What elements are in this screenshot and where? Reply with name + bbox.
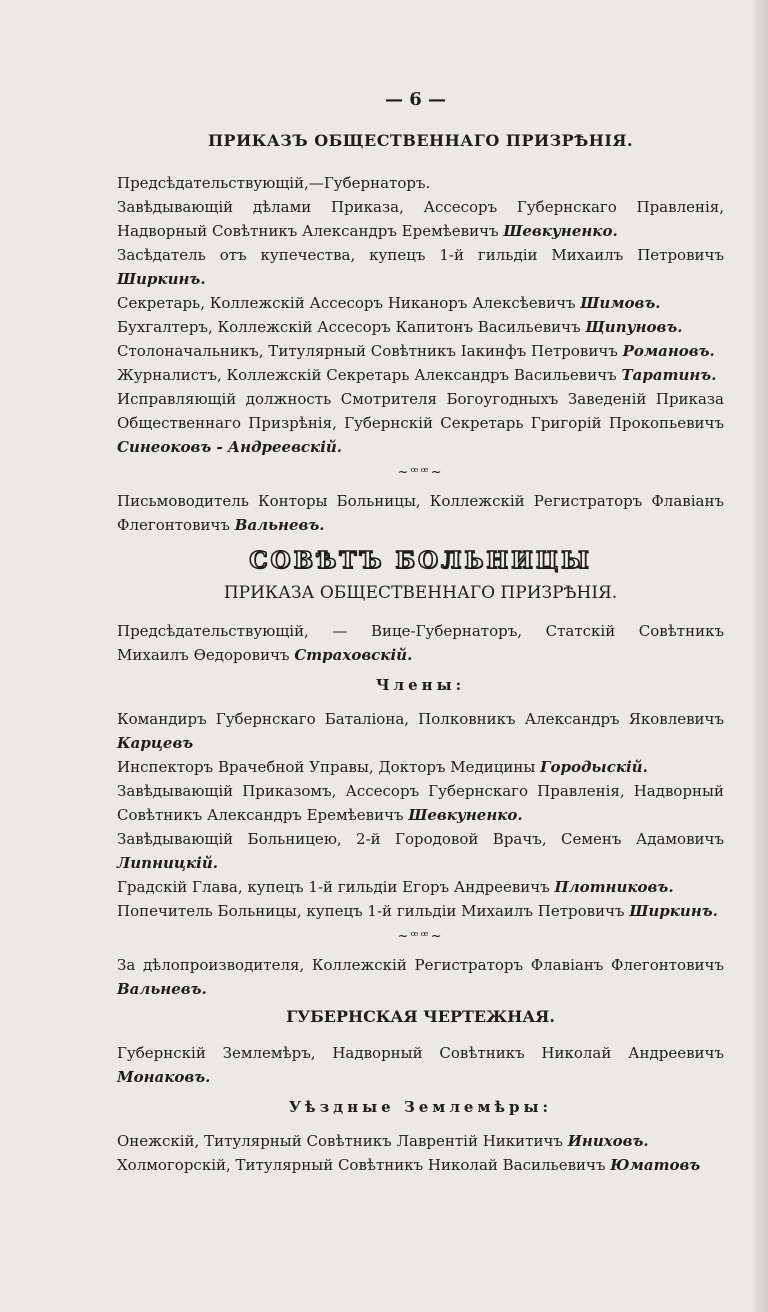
entry-text: Предсѣдательствующій, — Вице-Губернаторъ, Статскій Совѣтникъ Михаилъ Ѳедоровичъ <box>117 622 724 664</box>
entry-name: Шимовъ. <box>580 294 661 312</box>
list-item <box>117 291 724 315</box>
clerk-entry <box>117 489 724 537</box>
entry-text: Инспекторъ Врачебной Управы, Докторъ Медицины <box>117 758 536 776</box>
list-item <box>117 779 724 827</box>
list-item <box>117 827 724 875</box>
entry-name: Романовъ. <box>622 342 715 360</box>
list-item <box>117 243 724 291</box>
list-item <box>117 1153 724 1177</box>
entry-name: Щипуновъ. <box>585 318 683 336</box>
section-title-sovet: СОВѢТЪ БОЛЬНИЦЫ <box>249 547 592 574</box>
entry-name: Иниховъ. <box>567 1132 649 1150</box>
entry-name: Монаковъ. <box>117 1068 211 1086</box>
entry-text: Попечитель Больницы, купецъ 1-й гильдіи Михаилъ Петровичъ <box>117 902 625 920</box>
entry-name: Таратинъ. <box>621 366 717 384</box>
secretary-entry <box>117 953 724 1001</box>
list-item <box>117 363 724 387</box>
list-item <box>117 707 724 755</box>
entry-name: Ширкинъ. <box>117 270 206 288</box>
entry-name: Карцевъ <box>117 734 194 752</box>
entry-name: Вальневъ. <box>234 516 325 534</box>
entry-name: Городыскій. <box>540 758 648 776</box>
members-list <box>117 707 724 923</box>
prikaz-staff-list <box>117 171 724 459</box>
entry-text: Столоначальникъ, Титулярный Совѣтникъ Іакинфъ Петровичъ <box>117 342 618 360</box>
entry-text: За дѣлопроизводителя, Коллежскій Регистраторъ Флавіанъ Флегонтовичъ <box>117 956 724 974</box>
entry-name: Плотниковъ. <box>554 878 674 896</box>
surveyor-entry <box>117 1041 724 1089</box>
entry-name: Липницкій. <box>117 854 218 872</box>
list-item <box>117 315 724 339</box>
entry-text: Исправляющій должность Смотрителя Богоугодныхъ Заведеній Приказа Общественнаго Призрѣнія, Губернскій Секретарь Григорій Прокопьевичъ <box>117 390 724 432</box>
ornament-divider: ~ꟹꟹ~ <box>397 465 444 480</box>
entry-text: Градскій Глава, купецъ 1-й гильдіи Егоръ Андреевичъ <box>117 878 550 896</box>
list-item <box>117 1129 724 1153</box>
page-spine-shadow <box>754 0 768 1312</box>
entry-name: Юматовъ <box>610 1156 701 1174</box>
entry-text: Завѣдывающій Приказомъ, Ассесоръ Губернскаго Правленія, Надворный Совѣтникъ Александръ Еремѣевичъ <box>117 782 724 824</box>
page-number: — 6 — <box>384 89 447 110</box>
entry-name: Ширкинъ. <box>629 902 718 920</box>
entry-text: Губернскій Землемѣръ, Надворный Совѣтникъ Николай Андреевичъ <box>117 1044 724 1062</box>
list-item <box>117 171 724 195</box>
entry-name: Шевкуненко. <box>408 806 523 824</box>
entry-name: Вальневъ. <box>117 980 207 998</box>
district-list <box>117 1129 724 1177</box>
entry-name: Шевкуненко. <box>503 222 618 240</box>
entry-text: Предсѣдательствующій,—Губернаторъ. <box>117 174 431 192</box>
page-content <box>117 88 724 1177</box>
list-item <box>117 195 724 243</box>
entry-text: Письмоводитель Конторы Больницы, Коллежскій Регистраторъ Флавіанъ Флегонтовичъ <box>117 492 724 534</box>
entry-text: Завѣдывающій дѣлами Приказа, Ассесоръ Губернскаго Правленія, Надворный Совѣтникъ Александръ Еремѣевичъ <box>117 198 724 240</box>
list-item <box>117 875 724 899</box>
entry-text: Засѣдатель отъ купечества, купецъ 1-й гильдіи Михаилъ Петровичъ <box>117 246 724 264</box>
entry-text: Бухгалтеръ, Коллежскій Ассесоръ Капитонъ Васильевичъ <box>117 318 581 336</box>
ornament-divider: ~ꟹꟹ~ <box>397 929 444 944</box>
section-subtitle: ПРИКАЗА ОБЩЕСТВЕННАГО ПРИЗРѢНІЯ. <box>223 583 618 603</box>
entry-text: Командиръ Губернскаго Баталіона, Полковникъ Александръ Яковлевичъ <box>117 710 724 728</box>
entry-text: Журналистъ, Коллежскій Секретарь Александръ Васильевичъ <box>117 366 617 384</box>
list-item <box>117 387 724 459</box>
entry-name: Синеоковъ - Андреевскій. <box>117 438 343 456</box>
entry-name: Страховскій. <box>294 646 413 664</box>
district-heading: Уѣздные Землемѣры: <box>288 1098 553 1116</box>
members-heading: Члены: <box>375 676 466 694</box>
entry-text: Холмогорскій, Титулярный Совѣтникъ Николай Васильевичъ <box>117 1156 606 1174</box>
section-title-chertezhnaya: ГУБЕРНСКАЯ ЧЕРТЕЖНАЯ. <box>286 1007 555 1026</box>
list-item <box>117 755 724 779</box>
entry-text: Онежскій, Титулярный Совѣтникъ Лаврентій Никитичъ <box>117 1132 563 1150</box>
list-item <box>117 899 724 923</box>
section-title-prikaz: ПРИКАЗЪ ОБЩЕСТВЕННАГО ПРИЗРѢНІЯ. <box>207 131 634 150</box>
chair-entry <box>117 619 724 667</box>
entry-text: Завѣдывающій Больницею, 2-й Городовой Врачъ, Семенъ Адамовичъ <box>117 830 724 848</box>
list-item <box>117 339 724 363</box>
entry-text: Секретарь, Коллежскій Ассесоръ Никаноръ Алексѣевичъ <box>117 294 576 312</box>
